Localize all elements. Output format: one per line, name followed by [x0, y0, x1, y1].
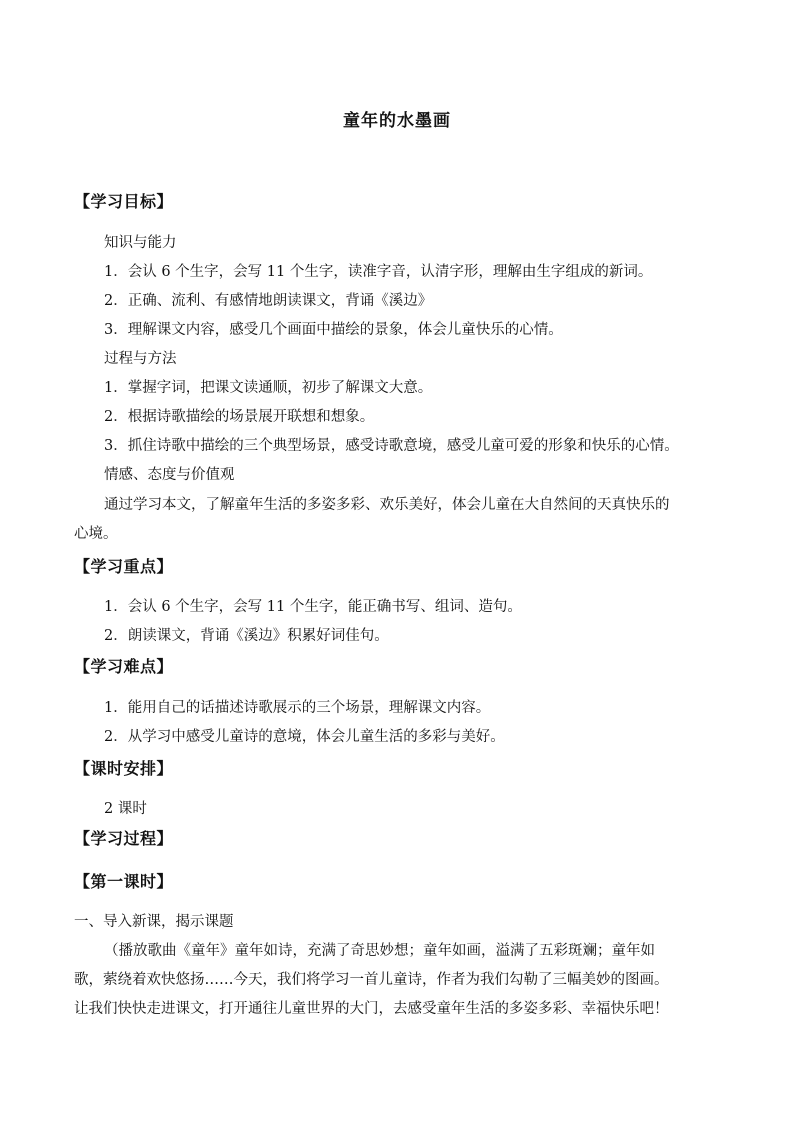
- paragraph-line: 歌，萦绕着欢快悠扬……今天，我们将学习一首儿童诗，作者为我们勾勒了三幅美妙的图画。: [74, 972, 669, 988]
- list-item: 1．会认 6 个生字，会写 11 个生字，能正确书写、组词、造句。: [104, 599, 522, 615]
- step-title: 一、导入新课，揭示课题: [74, 914, 234, 930]
- list-item: 2．朗读课文，背诵《溪边》积累好词佳句。: [104, 628, 389, 644]
- section-heading-process: 【学习过程】: [74, 829, 174, 848]
- list-item: 2．根据诗歌描绘的场景展开联想和想象。: [104, 409, 375, 425]
- list-item: 1．能用自己的话描述诗歌展示的三个场景，理解课文内容。: [104, 700, 491, 716]
- list-item: 3．理解课文内容，感受几个画面中描绘的景象，体会儿童快乐的心情。: [104, 322, 563, 338]
- section-heading-goals: 【学习目标】: [74, 192, 174, 211]
- section-heading-key-points: 【学习重点】: [74, 557, 174, 576]
- paragraph-line: （播放歌曲《童年》童年如诗，充满了奇思妙想；童年如画，溢满了五彩斑斓；童年如: [104, 943, 655, 959]
- section-heading-lesson1: 【第一课时】: [74, 872, 174, 891]
- schedule-text: 2 课时: [104, 801, 147, 817]
- paragraph-line: 通过学习本文，了解童年生活的多姿多彩、欢乐美好，体会儿童在大自然间的天真快乐的: [104, 497, 670, 513]
- list-item: 3．抓住诗歌中描绘的三个典型场景，感受诗歌意境，感受儿童可爱的形象和快乐的心情。: [104, 438, 679, 454]
- subheading-knowledge: 知识与能力: [104, 235, 177, 251]
- list-item: 2．正确、流利、有感情地朗读课文，背诵《溪边》: [104, 293, 433, 309]
- subheading-emotion: 情感、态度与价值观: [104, 467, 235, 483]
- paragraph-line: 心境。: [74, 526, 118, 542]
- section-heading-schedule: 【课时安排】: [74, 759, 174, 778]
- list-item: 1．掌握字词，把课文读通顺，初步了解课文大意。: [104, 380, 433, 396]
- list-item: 1．会认 6 个生字，会写 11 个生字，读准字音，认清字形，理解由生字组成的新词。: [104, 264, 653, 280]
- paragraph-line: 让我们快快走进课文，打开通往儿童世界的大门，去感受童年生活的多姿多彩、幸福快乐吧！: [74, 1001, 669, 1017]
- section-heading-difficulties: 【学习难点】: [74, 657, 174, 676]
- document-title: 童年的水墨画: [343, 111, 451, 131]
- list-item: 2．从学习中感受儿童诗的意境，体会儿童生活的多彩与美好。: [104, 729, 505, 745]
- subheading-process: 过程与方法: [104, 351, 177, 367]
